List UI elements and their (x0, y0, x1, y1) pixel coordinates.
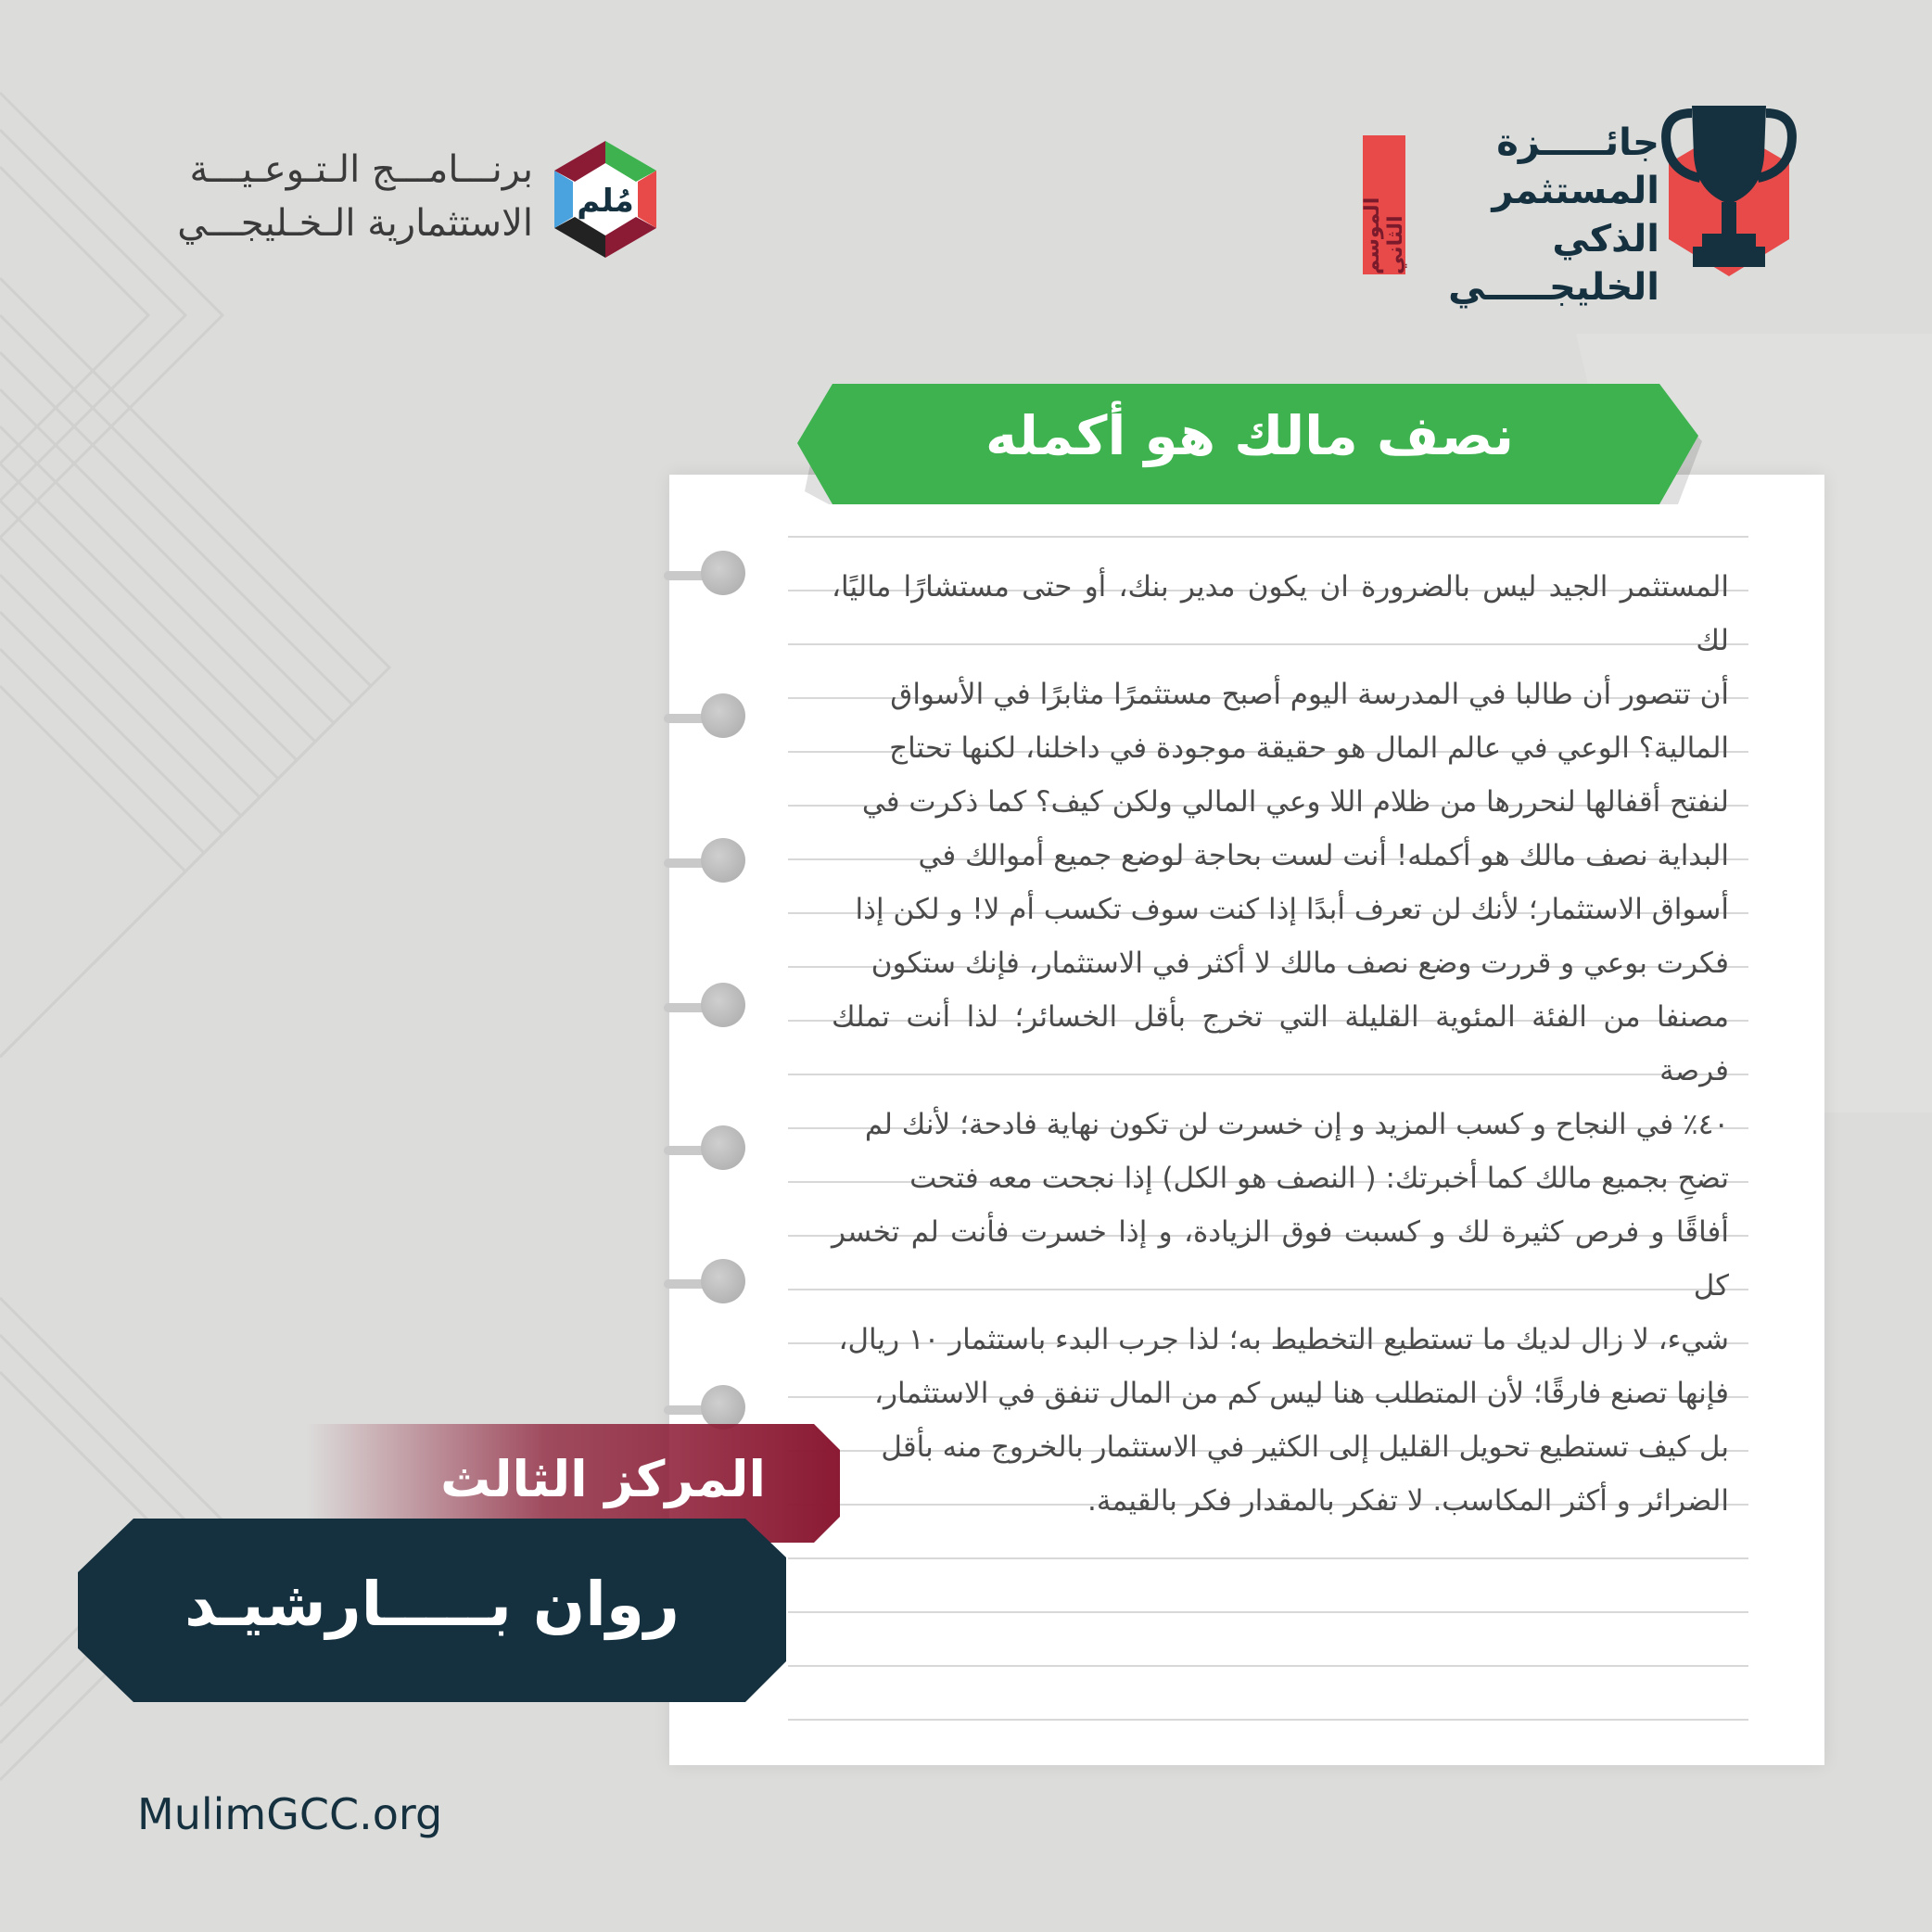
ruled-line (788, 1719, 1748, 1721)
article-line: البداية نصف مالك هو أكمله! أنت لست بحاجة لوضع جميع أموالك في (918, 839, 1729, 872)
award-title-line: المستثمر الذكي (1492, 170, 1659, 261)
program-logo (130, 137, 667, 267)
hexagon-logo-icon (543, 137, 667, 261)
binder-ring (701, 1385, 745, 1430)
article-title-banner (797, 384, 1702, 514)
article-line: أن تتصور أن طالبا في المدرسة اليوم أصبح مستثمرًا مثابرًا في الأسواق (890, 678, 1729, 711)
binder-ring (701, 1125, 745, 1170)
place-label: المركز الثالث (440, 1450, 766, 1508)
article-line: بل كيف تستطيع تحويل القليل إلى الكثير في الاستثمار بالخروج منه بأقل (881, 1430, 1729, 1464)
binder-ring (701, 1259, 745, 1303)
article-line: الضرائر و أكثر المكاسب. لا تفكر بالمقدار فكر بالقيمة. (1087, 1484, 1729, 1518)
binder-ring (701, 551, 745, 595)
article-line: أسواق الاستثمار؛ لأنك لن تعرف أبدًا إذا كنت سوف تكسب أم لا! و لكن إذا (855, 893, 1729, 926)
notebook-paper (669, 475, 1824, 1765)
award-title-line: الخليجـــــي (1448, 266, 1659, 309)
winner-name-banner (78, 1519, 786, 1702)
winner-name: روان بـــــارشيـد (184, 1569, 680, 1640)
article-line: مصنفا من الفئة المئوية القليلة التي تخرج بأقل الخسائر؛ لذا أنت تملك فرصة (832, 1000, 1729, 1087)
article-line: شيء، لا زال لديك ما تستطيع التخطيط به؛ لذا جرب البدء باستثمار ١٠ ريال، (838, 1323, 1729, 1356)
binder-ring (701, 838, 745, 883)
program-name (177, 143, 533, 250)
article-line: ٤٠٪ في النجاح و كسب المزيد و إن خسرت لن تكون نهاية فادحة؛ لأنك لم (864, 1108, 1729, 1141)
award-title (1381, 119, 1659, 311)
article-line: المالية؟ الوعي في عالم المال هو حقيقة موجودة في داخلنا، لكنها تحتاج (889, 731, 1729, 765)
article-line: أفاقًا و فرص كثيرة لك و كسبت فوق الزيادة، و إذا خسرت فأنت لم تخسر كل (832, 1215, 1729, 1303)
program-logo-text: مُلم (577, 183, 634, 220)
ruled-line (788, 536, 1748, 538)
article-line: المستثمر الجيد ليس بالضرورة ان يكون مدير بنك، أو حتى مستشارًا ماليًا، لك (832, 570, 1729, 657)
binder-ring (701, 693, 745, 738)
website-link[interactable]: MulimGCC.org (137, 1789, 443, 1839)
award-logo (1354, 100, 1799, 309)
article-body (832, 560, 1729, 1528)
article-line: لنفتح أقفالها لنحررها من ظلام اللا وعي المالي ولكن كيف؟ كما ذكرت في (861, 785, 1729, 819)
ruled-line (788, 1611, 1748, 1613)
article-line: فإنها تصنع فارقًا؛ لأن المتطلب هنا ليس كم من المال تنفق في الاستثمار، (873, 1377, 1729, 1410)
award-title-line: جائـــــزة (1496, 121, 1659, 164)
article-line: تضحِ بجميع مالك كما أخبرتك: ( النصف هو الكل) إذا نجحت معه فتحت (909, 1162, 1729, 1195)
program-name-line: الاستثمارية الـخـليجـــي (177, 202, 533, 245)
program-name-line: برنـــامـــج الـتـوعـيـــة (189, 148, 533, 191)
article-line: فكرت بوعي و قررت وضع نصف مالك لا أكثر في الاستثمار، فإنك ستكون (871, 947, 1729, 980)
ruled-line (788, 1665, 1748, 1667)
season-tag: الموسم الثاني (1363, 135, 1405, 274)
article-title: نصف مالك هو أكمله (985, 404, 1514, 467)
binder-ring (701, 983, 745, 1027)
trophy-icon (1659, 100, 1799, 295)
ruled-line (788, 1557, 1748, 1559)
